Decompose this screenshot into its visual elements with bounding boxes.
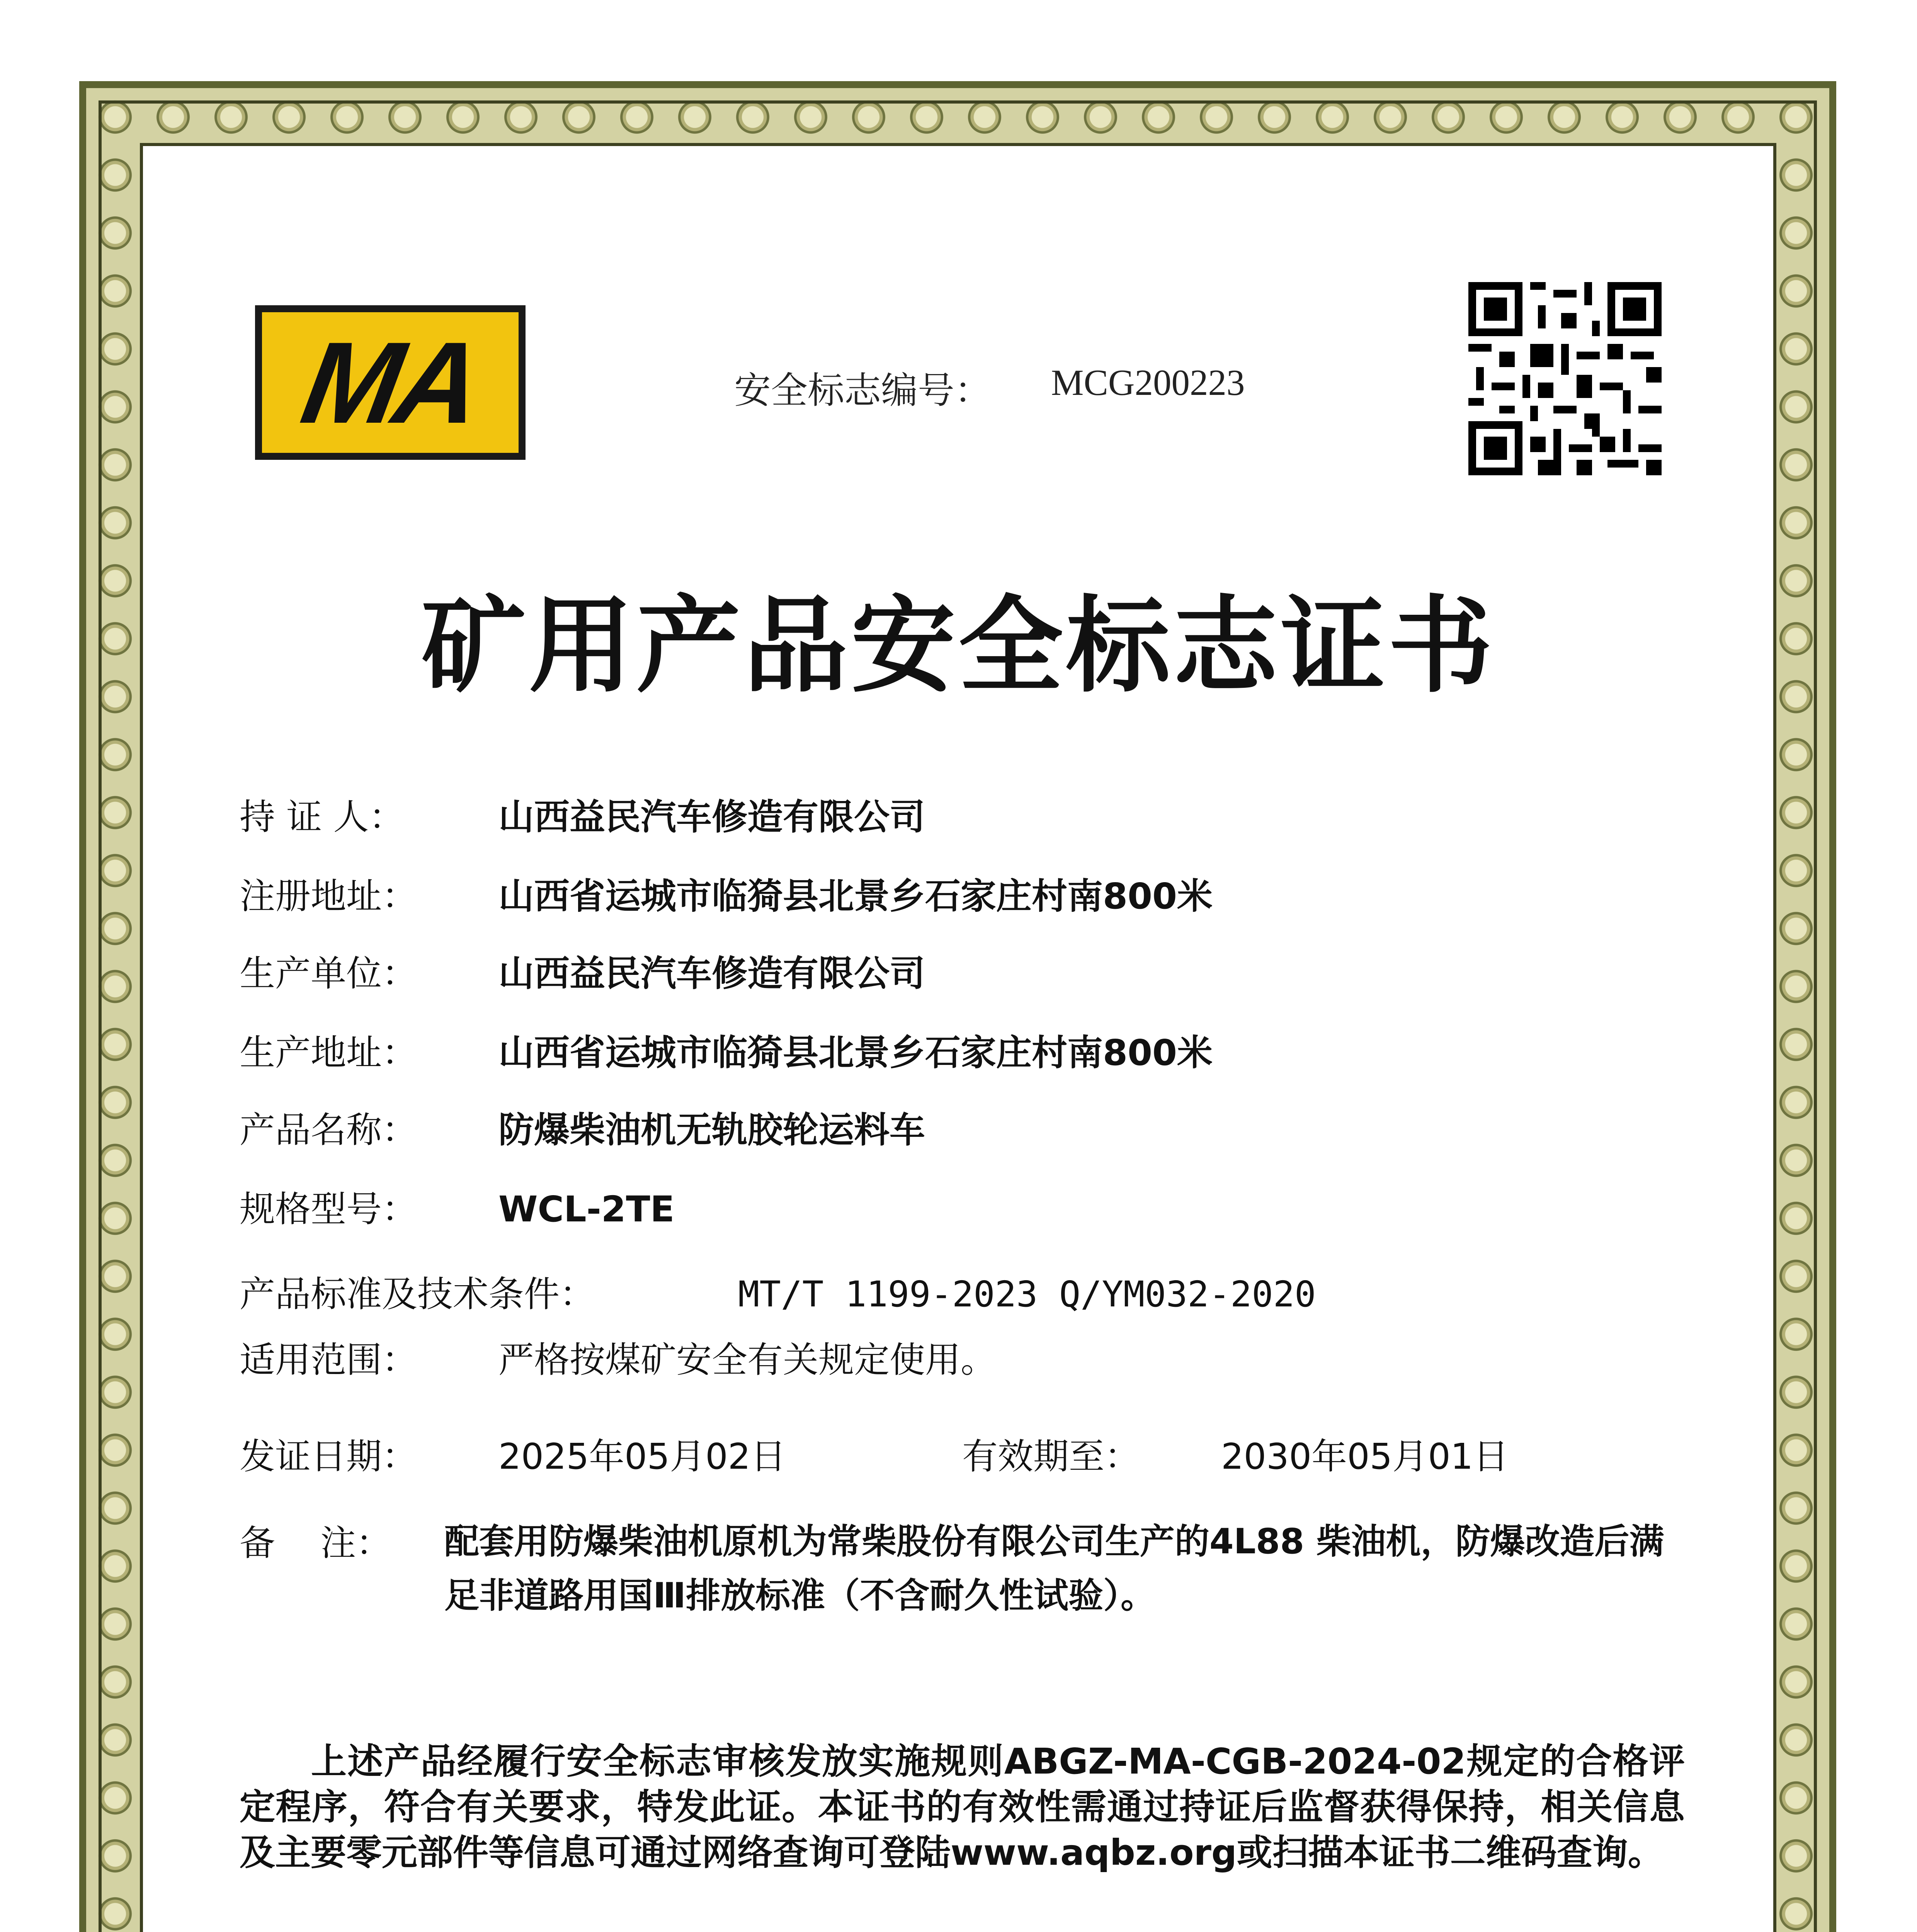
field-value: 2025年05月02日	[498, 1436, 786, 1477]
certificate-title: 矿用产品安全标志证书	[421, 585, 1496, 707]
field-label: 生产地址：	[240, 1032, 418, 1073]
field-value: 2030年05月01日	[1221, 1436, 1509, 1477]
field-value: 山西益民汽车修造有限公司	[498, 953, 925, 994]
qr-code-icon	[1468, 282, 1662, 475]
ma-logo-text: MA	[293, 318, 487, 447]
remarks-label: 备 注：	[240, 1522, 391, 1564]
field-value: 防爆柴油机无轨胶轮运料车	[498, 1109, 925, 1151]
field-label: 产品名称：	[240, 1109, 418, 1151]
serial-number-value: MCG200223	[1051, 362, 1245, 403]
field-value: MT/T 1199-2023 Q/YM032-2020	[738, 1274, 1316, 1315]
field-label: 产品标准及技术条件：	[240, 1274, 595, 1315]
field-label: 持 证 人：	[240, 796, 405, 838]
field-label: 有效期至：	[962, 1436, 1140, 1477]
field-label: 适用范围：	[240, 1339, 418, 1381]
field-value: 严格按煤矿安全有关规定使用。	[498, 1339, 997, 1381]
field-label: 注册地址：	[240, 876, 418, 917]
certification-statement: 上述产品经履行安全标志审核发放实施规则ABGZ-MA-CGB-2024-02规定的合格评定程序，符合有关要求，特发此证。本证书的有效性需通过持证后监督获得保持，相关信息及主要零元部件等信息可通过网络查询可登陆www.aqbz.org或扫描本证书二维码查询。	[240, 1741, 1685, 1873]
remarks-text: 配套用防爆柴油机原机为常柴股份有限公司生产的4L88 柴油机，防爆改造后满足非道路用国Ⅲ排放标准（不含耐久性试验）。	[444, 1521, 1664, 1616]
field-value: 山西省运城市临猗县北景乡石家庄村南800米	[498, 876, 1213, 917]
field-label: 规格型号：	[240, 1189, 418, 1230]
field-value: WCL-2TE	[498, 1189, 675, 1230]
ma-logo	[255, 305, 526, 460]
field-label: 发证日期：	[240, 1436, 418, 1477]
field-label: 生产单位：	[240, 953, 418, 994]
field-value: 山西省运城市临猗县北景乡石家庄村南800米	[498, 1032, 1213, 1073]
field-value: 山西益民汽车修造有限公司	[498, 796, 925, 838]
serial-number-label: 安全标志编号：	[734, 369, 992, 412]
